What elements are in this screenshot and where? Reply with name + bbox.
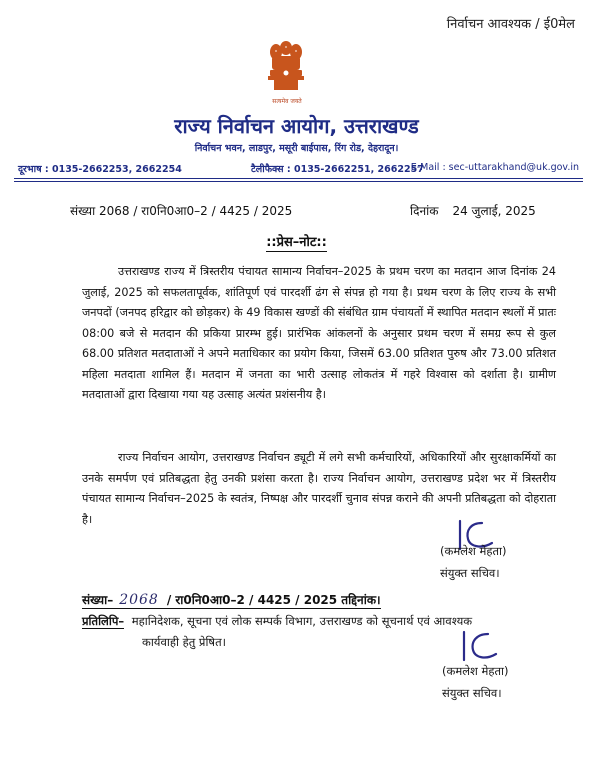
body-paragraph-2: राज्य निर्वाचन आयोग, उत्तराखण्ड निर्वाचन ड्यूटी में लगे सभी कर्मचारियों, अधिकारियों और सुरक्षाकर्मियों का उनके समर्पण एवं प्रतिबद्धता हेतु उनकी प्रशंसा करता है। राज्य निर्वाचन आयोग, उत्तराखण्ड प्रदेश भर में त्रिस्तरीय पंचायत सामान्य निर्वाचन–2025 के स्वतंत्र, निष्पक्ष और पारदर्शी चुनाव संपन्न कराने की अपनी प्रतिबद्धता को दोहराता है।	[82, 451, 556, 526]
copy-to-text-line2: कार्यवाही हेतु प्रेषित।	[142, 635, 226, 649]
top-right-tag: निर्वाचन आवश्यक / ई0मेल	[446, 17, 575, 32]
date-value: 24 जुलाई, 2025	[452, 204, 536, 218]
date-label: दिनांक	[410, 204, 439, 218]
email-address: E-Mail : sec-uttarakhand@uk.gov.in	[410, 162, 579, 173]
state-emblem-icon	[262, 38, 310, 102]
signatory-name: (कमलेश मेहता)	[442, 664, 509, 678]
fax-numbers: टैलीफैक्स : 0135-2662251, 2662257	[251, 164, 424, 175]
signatory-block-2	[442, 660, 508, 704]
copy-reference-suffix: / रा0नि0आ0–2 / 4425 / 2025 तद्दिनांक।	[166, 593, 381, 607]
reference-date	[410, 202, 536, 219]
signatory-designation: संयुक्त सचिव।	[442, 686, 502, 700]
emblem-motto: सत्यमेव जयते	[272, 98, 302, 105]
signatory-block-1	[440, 540, 506, 584]
office-address: निर्वाचन भवन, लाडपुर, मसूरी बाईपास, रिंग रोड, देहरादून।	[194, 143, 399, 154]
office-title: राज्य निर्वाचन आयोग, उत्तराखण्ड	[174, 114, 419, 138]
contact-row	[18, 162, 579, 178]
letterhead-divider-thin	[14, 181, 583, 182]
copy-to-text-line1: महानिदेशक, सूचना एवं लोक सम्पर्क विभाग, उत्तराखण्ड को सूचनार्थ एवं आवश्यक	[131, 614, 473, 628]
letterhead-divider	[14, 178, 583, 179]
phone-numbers: दूरभाष : 0135-2662253, 2662254	[18, 164, 182, 175]
signatory-name: (कमलेश मेहता)	[440, 544, 507, 558]
reference-number: संख्या 2068 / रा0नि0आ0–2 / 4425 / 2025	[70, 204, 293, 218]
body-paragraph-1: उत्तराखण्ड राज्य में त्रिस्तरीय पंचायत सामान्य निर्वाचन–2025 के प्रथम चरण का मतदान आज दिनांक 24 जुलाई, 2025 को सफलतापूर्वक, शांतिपूर्ण एवं पारदर्शी ढंग से संपन्न हो गया है। प्रथम चरण के लिए राज्य के सभी जनपदों (जनपद हरिद्वार को छोड़कर) के 49 विकास खण्डों की संबंधित ग्राम पंचायतों में स्थापित मतदान स्थलों में प्रातः 08:00 बजे से मतदान की प्रकिया प्रारम्भ हुई। प्रारंभिक आंकलनों के अनुसार प्रथम चरण में समग्र रूप से कुल 68.00 प्रतिशत मतदाताओं ने अपने मताधिकार का प्रयोग किया, जिसमें 63.00 प्रतिशत पुरुष और 73.00 प्रतिशत महिला मतदाता शामिल हैं। मतदान में जनता का भारी उत्साह लोकतंत्र में गहरे विश्वास को दर्शाता है। ग्रामीण मतदाताओं द्वारा दिखाया गया यह उत्साह अत्यंत प्रशंसनीय है।	[82, 265, 556, 401]
copy-reference-prefix: संख्या–	[82, 593, 114, 607]
copy-reference	[82, 591, 381, 609]
press-note-heading-text: ::प्रेस–नोट::	[266, 235, 327, 250]
copy-to-label: प्रतिलिपि–	[82, 614, 125, 628]
copy-reference-handwritten-number: 2068	[119, 592, 159, 608]
signatory-designation: संयुक्त सचिव।	[440, 566, 500, 580]
press-note-heading	[0, 232, 593, 250]
